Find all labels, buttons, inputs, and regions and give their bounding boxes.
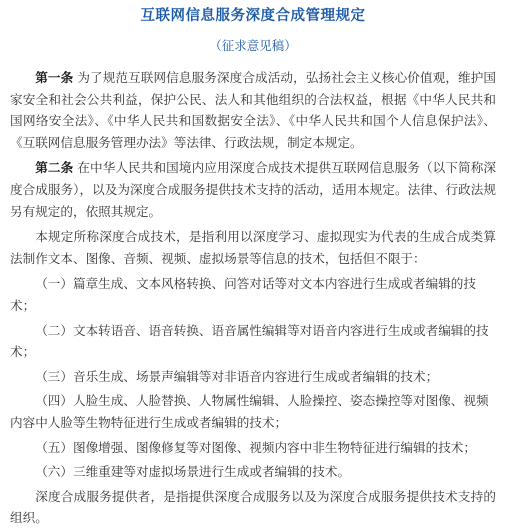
article-1-body: 为了规范互联网信息服务深度合成活动，弘扬社会主义核心价值观，维护国家安全和社会公共利益，保护公民、法人和其他组织的合法权益，根据《中华人民共和国网络安全法》、《中华人民共和国数据安全法》、《中华人民共和国个人信息保护法》、《互联网信息服务管理办法》等法律、行政法规，制定本规定。 <box>10 70 496 150</box>
document-subtitle: （征求意见稿） <box>209 38 297 53</box>
article-2-body: 在中华人民共和国境内应用深度合成技术提供互联网信息服务（以下简称深度合成服务），以及为深度合成服务提供技术支持的活动，适用本规定。法律、行政法规另有规定的，依照其规定。 <box>10 160 496 219</box>
definition-paragraph: 本规定所称深度合成技术，是指利用以深度学习、虚拟现实为代表的生成合成类算法制作文本、图像、音频、视频、虚拟场景等信息的技术，包括但不限于： <box>10 229 496 266</box>
list-item: （四）人脸生成、人脸替换、人物属性编辑、人脸操控、姿态操控等对图像、视频内容中人脸等生物特征进行生成或者编辑的技术； <box>10 393 489 430</box>
article-2 <box>10 157 496 222</box>
document-title: 互联网信息服务深度合成管理规定 <box>140 8 366 24</box>
article-1-heading: 第一条 <box>35 70 74 85</box>
article-1 <box>10 67 496 153</box>
list-item: （二）文本转语音、语音转换、语音属性编辑等对语音内容进行生成或者编辑的技术； <box>10 322 489 360</box>
list-item: （六）三维重建等对虚拟场景进行生成或者编辑的技术。 <box>35 464 351 480</box>
article-2-heading: 第二条 <box>35 160 74 176</box>
provider-paragraph: 深度合成服务提供者，是指提供深度合成服务以及为深度合成服务提供技术支持的组织。 <box>10 488 496 526</box>
list-item: （三）音乐生成、场景声编辑等对非语音内容进行生成或者编辑的技术； <box>35 368 439 384</box>
list-item: （一）篇章生成、文本风格转换、问答对话等对文本内容进行生成或者编辑的技术； <box>10 276 476 313</box>
list-item: （五）图像增强、图像修复等对图像、视频内容中非生物特征进行编辑的技术； <box>35 439 476 455</box>
